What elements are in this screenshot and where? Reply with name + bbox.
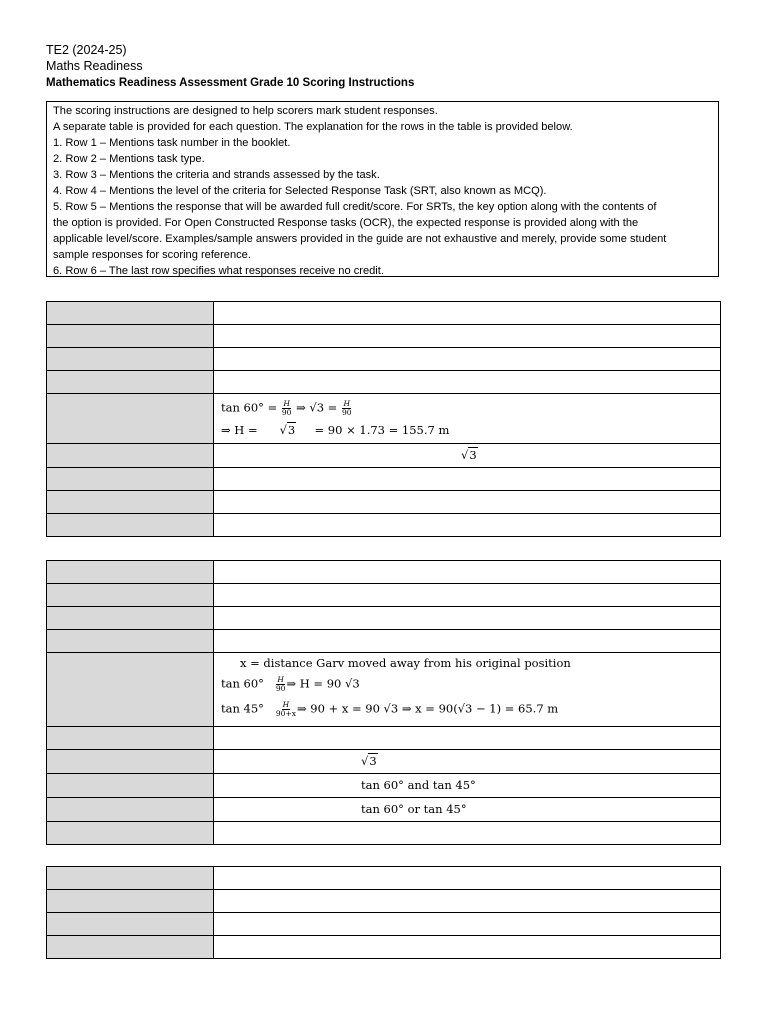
row-value-cell [214,348,721,371]
equation-line-1: x = distance Garv moved away from his original position [240,656,571,670]
table-row [47,444,721,468]
row-label-cell [47,890,214,913]
row-value-cell [214,913,721,936]
row-value-cell [214,468,721,491]
row-label-cell [47,394,214,444]
scoring-table-1 [46,301,721,537]
row-value-cell [214,325,721,348]
table-row [47,468,721,491]
row-label-cell [47,750,214,774]
document-code: TE2 (2024-25) [46,43,127,57]
intro-line: 3. Row 3 – Mentions the criteria and strands assessed by the task. [53,169,380,181]
intro-line: sample responses for scoring reference. [53,249,251,261]
row-label-cell [47,491,214,514]
row-value-cell [214,302,721,325]
table-row [47,325,721,348]
intro-line: 5. Row 5 – Mentions the response that will be awarded full credit/score. For SRTs, the key option along with the contents of [53,201,657,213]
intro-line: 6. Row 6 – The last row specifies what responses receive no credit. [53,265,384,277]
table-row [47,302,721,325]
row-label-cell [47,867,214,890]
row-label-cell [47,798,214,822]
row-value-cell [214,798,721,822]
row-value-cell [214,867,721,890]
table-row [47,727,721,750]
table-row [47,750,721,774]
table-row [47,867,721,890]
intro-line: 1. Row 1 – Mentions task number in the booklet. [53,137,291,149]
table-row [47,348,721,371]
table-row [47,394,721,444]
table-row [47,630,721,653]
row-value-cell [214,727,721,750]
row-label-cell [47,913,214,936]
row-value-cell [214,822,721,845]
row-label-cell [47,607,214,630]
row-label-cell [47,444,214,468]
table-row [47,798,721,822]
table-row [47,936,721,959]
table-row [47,913,721,936]
root-expression: √3 [361,754,377,768]
intro-line: The scoring instructions are designed to help scorers mark student responses. [53,105,438,117]
table-row [47,561,721,584]
row-label-cell [47,348,214,371]
subject-label: Maths Readiness [46,59,143,73]
intro-line: applicable level/score. Examples/sample answers provided in the guide are not exhaustive and merely, provide some student [53,233,667,245]
row-label-cell [47,514,214,537]
row-value-cell [214,444,721,468]
row-value-cell [214,936,721,959]
row-label-cell [47,325,214,348]
row-value-cell [214,774,721,798]
equation-line-1: tan 60° = $\frac{H}{90}$ ⇒ √3 = $\frac{H}{90}$ [221,399,352,417]
row-label-cell [47,727,214,750]
equation-line-2: ⇒ H = √3 = 90 × 1.73 = 155.7 m [221,423,450,437]
row-value-cell [214,514,721,537]
partial-credit-text: tan 60° or tan 45° [361,802,467,816]
row-value-cell [214,371,721,394]
table-row [47,491,721,514]
intro-line: A separate table is provided for each question. The explanation for the rows in the table is provided below. [53,121,573,133]
full-credit-response-cell [214,394,721,444]
scoring-instructions-box [46,101,719,277]
equation-line-2: tan 60° $\frac{H}{90}$ ⇒ H = 90 √3 [221,675,360,693]
intro-line: the option is provided. For Open Constructed Response tasks (OCR), the expected response is provided along with the [53,217,639,229]
intro-line: 2. Row 2 – Mentions task type. [53,153,205,165]
row-label-cell [47,653,214,727]
row-label-cell [47,936,214,959]
document-title: Mathematics Readiness Assessment Grade 10 Scoring Instructions [46,77,415,89]
row-label-cell [47,302,214,325]
root-expression: √3 [461,448,477,462]
table-row [47,653,721,727]
intro-line: 4. Row 4 – Mentions the level of the criteria for Selected Response Task (SRT, also known as MCQ). [53,185,547,197]
table-row [47,890,721,913]
row-label-cell [47,561,214,584]
row-value-cell [214,584,721,607]
row-label-cell [47,468,214,491]
row-value-cell [214,630,721,653]
row-label-cell [47,630,214,653]
row-value-cell [214,561,721,584]
scoring-table-3 [46,866,721,959]
equation-line-3: tan 45° $\frac{H}{90+x}$ ⇒ 90 + x = 90 √3 ⇒ x = 90(√3 − 1) = 65.7 m [221,700,559,718]
row-value-cell [214,890,721,913]
table-row [47,371,721,394]
partial-credit-text: tan 60° and tan 45° [361,778,476,792]
row-label-cell [47,371,214,394]
full-credit-response-cell [214,653,721,727]
table-row [47,584,721,607]
row-value-cell [214,491,721,514]
table-row [47,822,721,845]
table-row [47,607,721,630]
row-value-cell [214,750,721,774]
row-label-cell [47,774,214,798]
table-row [47,514,721,537]
row-label-cell [47,584,214,607]
table-row [47,774,721,798]
scoring-table-2 [46,560,721,845]
row-value-cell [214,607,721,630]
row-label-cell [47,822,214,845]
